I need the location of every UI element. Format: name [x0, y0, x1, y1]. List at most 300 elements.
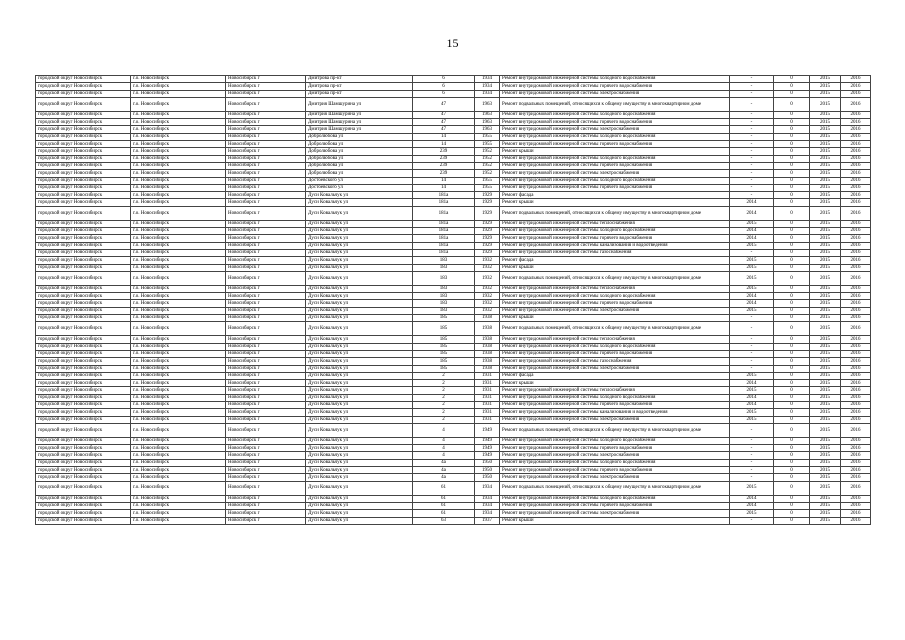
city-cell: Новосибирск г — [226, 452, 306, 459]
street-cell: Добролюбова ул — [306, 162, 413, 169]
house-cell: 181а — [413, 242, 475, 249]
year-cell: 1931 — [475, 416, 500, 423]
work-cell: Ремонт внутридомовой инженерной системы холодного водоснабжения — [500, 133, 730, 140]
street-cell: Дуси Ковальчук ул — [306, 510, 413, 517]
work-cell: Ремонт внутридомовой инженерной системы теплоснабжения — [500, 387, 730, 394]
work-cell: Ремонт внутридомовой инженерной системы электроснабжения — [500, 474, 730, 481]
end-year-cell: 2016 — [841, 474, 871, 481]
value-cell: 0 — [774, 307, 810, 314]
table-row — [36, 76, 871, 83]
city-cell: Новосибирск г — [226, 228, 306, 235]
punkt-cell: г.о. Новосибирск — [131, 192, 226, 199]
end-year-cell: 2016 — [841, 409, 871, 416]
end-year-cell: 2016 — [841, 445, 871, 452]
house-cell: 185 — [413, 358, 475, 365]
start-year-cell: 2015 — [810, 517, 841, 524]
street-cell: Дуси Ковальчук ул — [306, 459, 413, 466]
house-cell: 239 — [413, 170, 475, 177]
start-year-cell: 2015 — [810, 380, 841, 387]
work-cell: Ремонт внутридомовой инженерной системы горячего водоснабжения — [500, 141, 730, 148]
city-cell: Новосибирск г — [226, 358, 306, 365]
year-cell: 1932 — [475, 285, 500, 292]
end-year-cell: 2016 — [841, 300, 871, 307]
start-year-cell: 2015 — [810, 322, 841, 336]
end-year-cell: 2016 — [841, 423, 871, 437]
year-cell: 1934 — [475, 90, 500, 97]
street-cell: Дуси Ковальчук ул — [306, 387, 413, 394]
table-row — [36, 510, 871, 517]
prior-year-cell: 2014 — [730, 206, 774, 220]
city-cell: Новосибирск г — [226, 220, 306, 227]
street-cell: Дуси Ковальчук ул — [306, 467, 413, 474]
city-cell: Новосибирск г — [226, 474, 306, 481]
year-cell: 1963 — [475, 126, 500, 133]
year-cell: 1929 — [475, 228, 500, 235]
value-cell: 0 — [774, 293, 810, 300]
street-cell: Дуси Ковальчук ул — [306, 249, 413, 256]
house-cell: 61 — [413, 481, 475, 495]
end-year-cell: 2016 — [841, 192, 871, 199]
table-row — [36, 394, 871, 401]
start-year-cell: 2015 — [810, 307, 841, 314]
table-row — [36, 293, 871, 300]
end-year-cell: 2016 — [841, 459, 871, 466]
value-cell: 0 — [774, 380, 810, 387]
city-cell: Новосибирск г — [226, 264, 306, 271]
punkt-cell: г.о. Новосибирск — [131, 170, 226, 177]
start-year-cell: 2015 — [810, 452, 841, 459]
value-cell: 0 — [774, 409, 810, 416]
start-year-cell: 2015 — [810, 300, 841, 307]
okrug-cell: городской округ Новосибирск — [36, 437, 131, 444]
work-cell: Ремонт внутридомовой инженерной системы холодного водоснабжения — [500, 76, 730, 83]
prior-year-cell: - — [730, 119, 774, 126]
house-cell: 4а — [413, 467, 475, 474]
start-year-cell: 2015 — [810, 228, 841, 235]
start-year-cell: 2015 — [810, 155, 841, 162]
house-cell: 183 — [413, 257, 475, 264]
okrug-cell: городской округ Новосибирск — [36, 126, 131, 133]
table-row — [36, 97, 871, 111]
end-year-cell: 2016 — [841, 133, 871, 140]
start-year-cell: 2015 — [810, 343, 841, 350]
table-row — [36, 467, 871, 474]
table-row — [36, 401, 871, 408]
house-cell: 183 — [413, 285, 475, 292]
okrug-cell: городской округ Новосибирск — [36, 97, 131, 111]
house-cell: 181а — [413, 199, 475, 206]
year-cell: 1934 — [475, 76, 500, 83]
table-row — [36, 285, 871, 292]
start-year-cell: 2015 — [810, 336, 841, 343]
page-number: 15 — [446, 36, 459, 50]
value-cell: 0 — [774, 141, 810, 148]
work-cell: Ремонт внутридомовой инженерной системы горячего водоснабжения — [500, 401, 730, 408]
value-cell: 0 — [774, 315, 810, 322]
table-row — [36, 307, 871, 314]
table-row — [36, 133, 871, 140]
prior-year-cell: - — [730, 170, 774, 177]
street-cell: Дуси Ковальчук ул — [306, 350, 413, 357]
prior-year-cell: - — [730, 474, 774, 481]
value-cell: 0 — [774, 517, 810, 524]
end-year-cell: 2016 — [841, 184, 871, 191]
okrug-cell: городской округ Новосибирск — [36, 322, 131, 336]
year-cell: 1952 — [475, 162, 500, 169]
year-cell: 1952 — [475, 155, 500, 162]
city-cell: Новосибирск г — [226, 416, 306, 423]
okrug-cell: городской округ Новосибирск — [36, 452, 131, 459]
table-row — [36, 502, 871, 509]
start-year-cell: 2015 — [810, 126, 841, 133]
end-year-cell: 2016 — [841, 315, 871, 322]
city-cell: Новосибирск г — [226, 467, 306, 474]
punkt-cell: г.о. Новосибирск — [131, 510, 226, 517]
city-cell: Новосибирск г — [226, 387, 306, 394]
end-year-cell: 2016 — [841, 481, 871, 495]
punkt-cell: г.о. Новосибирск — [131, 249, 226, 256]
value-cell: 0 — [774, 133, 810, 140]
table-row — [36, 459, 871, 466]
prior-year-cell: - — [730, 517, 774, 524]
punkt-cell: г.о. Новосибирск — [131, 228, 226, 235]
prior-year-cell: 2014 — [730, 380, 774, 387]
punkt-cell: г.о. Новосибирск — [131, 502, 226, 509]
work-cell: Ремонт подвальных помещений, относящихся к общему имуществу в многоквартирном доме — [500, 271, 730, 285]
city-cell: Новосибирск г — [226, 235, 306, 242]
year-cell: 1931 — [475, 401, 500, 408]
year-cell: 1938 — [475, 365, 500, 372]
table-row — [36, 315, 871, 322]
end-year-cell: 2016 — [841, 365, 871, 372]
work-cell: Ремонт внутридомовой инженерной системы газоснабжения — [500, 358, 730, 365]
city-cell: Новосибирск г — [226, 177, 306, 184]
year-cell: 1938 — [475, 322, 500, 336]
value-cell: 0 — [774, 452, 810, 459]
start-year-cell: 2015 — [810, 249, 841, 256]
street-cell: Дуси Ковальчук ул — [306, 293, 413, 300]
work-cell: Ремонт внутридомовой инженерной системы теплоснабжения — [500, 220, 730, 227]
city-cell: Новосибирск г — [226, 257, 306, 264]
work-cell: Ремонт внутридомовой инженерной системы холодного водоснабжения — [500, 228, 730, 235]
punkt-cell: г.о. Новосибирск — [131, 220, 226, 227]
street-cell: Дуси Ковальчук ул — [306, 409, 413, 416]
table-row — [36, 235, 871, 242]
city-cell: Новосибирск г — [226, 192, 306, 199]
house-cell: 63 — [413, 517, 475, 524]
work-cell: Ремонт крыши — [500, 517, 730, 524]
start-year-cell: 2015 — [810, 350, 841, 357]
value-cell: 0 — [774, 76, 810, 83]
year-cell: 1929 — [475, 199, 500, 206]
work-cell: Ремонт внутридомовой инженерной системы канализования и водоотведения — [500, 242, 730, 249]
end-year-cell: 2016 — [841, 177, 871, 184]
city-cell: Новосибирск г — [226, 119, 306, 126]
table-row — [36, 336, 871, 343]
street-cell: Дуси Ковальчук ул — [306, 192, 413, 199]
okrug-cell: городской округ Новосибирск — [36, 502, 131, 509]
okrug-cell: городской округ Новосибирск — [36, 141, 131, 148]
end-year-cell: 2016 — [841, 437, 871, 444]
prior-year-cell: - — [730, 343, 774, 350]
prior-year-cell: - — [730, 83, 774, 90]
year-cell: 1931 — [475, 394, 500, 401]
house-cell: 185 — [413, 322, 475, 336]
year-cell: 1932 — [475, 257, 500, 264]
punkt-cell: г.о. Новосибирск — [131, 459, 226, 466]
punkt-cell: г.о. Новосибирск — [131, 90, 226, 97]
city-cell: Новосибирск г — [226, 155, 306, 162]
work-cell: Ремонт внутридомовой инженерной системы холодного водоснабжения — [500, 111, 730, 118]
prior-year-cell: 2014 — [730, 300, 774, 307]
value-cell: 0 — [774, 437, 810, 444]
table-row — [36, 322, 871, 336]
value-cell: 0 — [774, 162, 810, 169]
prior-year-cell: - — [730, 97, 774, 111]
value-cell: 0 — [774, 445, 810, 452]
value-cell: 0 — [774, 300, 810, 307]
okrug-cell: городской округ Новосибирск — [36, 474, 131, 481]
punkt-cell: г.о. Новосибирск — [131, 495, 226, 502]
end-year-cell: 2016 — [841, 401, 871, 408]
okrug-cell: городской округ Новосибирск — [36, 343, 131, 350]
punkt-cell: г.о. Новосибирск — [131, 141, 226, 148]
city-cell: Новосибирск г — [226, 365, 306, 372]
street-cell: Дуси Ковальчук ул — [306, 206, 413, 220]
prior-year-cell: - — [730, 423, 774, 437]
house-cell: 14 — [413, 133, 475, 140]
value-cell: 0 — [774, 83, 810, 90]
street-cell: Дуси Ковальчук ул — [306, 481, 413, 495]
house-cell: 185 — [413, 343, 475, 350]
table-row — [36, 126, 871, 133]
okrug-cell: городской округ Новосибирск — [36, 495, 131, 502]
end-year-cell: 2016 — [841, 155, 871, 162]
prior-year-cell: - — [730, 90, 774, 97]
city-cell: Новосибирск г — [226, 148, 306, 155]
okrug-cell: городской округ Новосибирск — [36, 148, 131, 155]
end-year-cell: 2016 — [841, 249, 871, 256]
house-cell: 185 — [413, 315, 475, 322]
start-year-cell: 2015 — [810, 271, 841, 285]
okrug-cell: городской округ Новосибирск — [36, 517, 131, 524]
table-body — [36, 76, 871, 525]
end-year-cell: 2016 — [841, 285, 871, 292]
city-cell: Новосибирск г — [226, 307, 306, 314]
year-cell: 1929 — [475, 249, 500, 256]
table-row — [36, 380, 871, 387]
end-year-cell: 2016 — [841, 293, 871, 300]
city-cell: Новосибирск г — [226, 141, 306, 148]
okrug-cell: городской округ Новосибирск — [36, 271, 131, 285]
work-cell: Ремонт внутридомовой инженерной системы горячего водоснабжения — [500, 184, 730, 191]
okrug-cell: городской округ Новосибирск — [36, 423, 131, 437]
okrug-cell: городской округ Новосибирск — [36, 76, 131, 83]
value-cell: 0 — [774, 365, 810, 372]
house-cell: 181а — [413, 235, 475, 242]
work-cell: Ремонт внутридомовой инженерной системы теплоснабжения — [500, 336, 730, 343]
start-year-cell: 2015 — [810, 133, 841, 140]
punkt-cell: г.о. Новосибирск — [131, 474, 226, 481]
work-cell: Ремонт крыши — [500, 199, 730, 206]
table-row — [36, 141, 871, 148]
house-cell: 239 — [413, 155, 475, 162]
value-cell: 0 — [774, 271, 810, 285]
work-cell: Ремонт внутридомовой инженерной системы электроснабжения — [500, 452, 730, 459]
value-cell: 0 — [774, 510, 810, 517]
okrug-cell: городской округ Новосибирск — [36, 350, 131, 357]
end-year-cell: 2016 — [841, 199, 871, 206]
value-cell: 0 — [774, 387, 810, 394]
house-cell: 47 — [413, 119, 475, 126]
okrug-cell: городской округ Новосибирск — [36, 90, 131, 97]
city-cell: Новосибирск г — [226, 445, 306, 452]
house-cell: 47 — [413, 126, 475, 133]
work-cell: Ремонт подвальных помещений, относящихся к общему имуществу в многоквартирном доме — [500, 97, 730, 111]
city-cell: Новосибирск г — [226, 206, 306, 220]
value-cell: 0 — [774, 192, 810, 199]
punkt-cell: г.о. Новосибирск — [131, 372, 226, 379]
prior-year-cell: 2015 — [730, 481, 774, 495]
work-cell: Ремонт крыши — [500, 264, 730, 271]
table-row — [36, 445, 871, 452]
year-cell: 1934 — [475, 481, 500, 495]
year-cell: 1938 — [475, 358, 500, 365]
table-row — [36, 481, 871, 495]
start-year-cell: 2015 — [810, 474, 841, 481]
prior-year-cell: - — [730, 315, 774, 322]
prior-year-cell: - — [730, 350, 774, 357]
value-cell: 0 — [774, 220, 810, 227]
value-cell: 0 — [774, 343, 810, 350]
start-year-cell: 2015 — [810, 423, 841, 437]
end-year-cell: 2016 — [841, 510, 871, 517]
city-cell: Новосибирск г — [226, 481, 306, 495]
prior-year-cell: 2015 — [730, 264, 774, 271]
prior-year-cell: 2014 — [730, 495, 774, 502]
street-cell: Дуси Ковальчук ул — [306, 343, 413, 350]
house-cell: 4а — [413, 474, 475, 481]
city-cell: Новосибирск г — [226, 372, 306, 379]
city-cell: Новосибирск г — [226, 502, 306, 509]
start-year-cell: 2015 — [810, 387, 841, 394]
year-cell: 1929 — [475, 220, 500, 227]
start-year-cell: 2015 — [810, 495, 841, 502]
start-year-cell: 2015 — [810, 97, 841, 111]
house-cell: 185 — [413, 336, 475, 343]
year-cell: 1949 — [475, 423, 500, 437]
prior-year-cell: - — [730, 162, 774, 169]
year-cell: 1955 — [475, 141, 500, 148]
street-cell: Дмитрия Шамшурина ул — [306, 97, 413, 111]
street-cell: Добролюбова ул — [306, 148, 413, 155]
street-cell: Дуси Ковальчук ул — [306, 322, 413, 336]
table-row — [36, 192, 871, 199]
street-cell: Добролюбова ул — [306, 170, 413, 177]
prior-year-cell: - — [730, 76, 774, 83]
street-cell: Дмитрия Шамшурина ул — [306, 111, 413, 118]
punkt-cell: г.о. Новосибирск — [131, 293, 226, 300]
city-cell: Новосибирск г — [226, 322, 306, 336]
street-cell: Дуси Ковальчук ул — [306, 502, 413, 509]
street-cell: Добролюбова ул — [306, 141, 413, 148]
street-cell: Дуси Ковальчук ул — [306, 358, 413, 365]
year-cell: 1934 — [475, 83, 500, 90]
table-row — [36, 409, 871, 416]
okrug-cell: городской округ Новосибирск — [36, 133, 131, 140]
table-row — [36, 495, 871, 502]
house-cell: 181а — [413, 206, 475, 220]
end-year-cell: 2016 — [841, 343, 871, 350]
okrug-cell: городской округ Новосибирск — [36, 119, 131, 126]
start-year-cell: 2015 — [810, 199, 841, 206]
punkt-cell: г.о. Новосибирск — [131, 322, 226, 336]
okrug-cell: городской округ Новосибирск — [36, 387, 131, 394]
house-cell: 2 — [413, 387, 475, 394]
year-cell: 1929 — [475, 242, 500, 249]
house-cell: 183 — [413, 307, 475, 314]
end-year-cell: 2016 — [841, 76, 871, 83]
year-cell: 1934 — [475, 502, 500, 509]
table-row — [36, 300, 871, 307]
work-cell: Ремонт внутридомовой инженерной системы горячего водоснабжения — [500, 300, 730, 307]
year-cell: 1949 — [475, 445, 500, 452]
city-cell: Новосибирск г — [226, 517, 306, 524]
street-cell: Дмитрия Шамшурина ул — [306, 119, 413, 126]
start-year-cell: 2015 — [810, 184, 841, 191]
end-year-cell: 2016 — [841, 372, 871, 379]
prior-year-cell: - — [730, 445, 774, 452]
street-cell: Дуси Ковальчук ул — [306, 336, 413, 343]
end-year-cell: 2016 — [841, 141, 871, 148]
okrug-cell: городской округ Новосибирск — [36, 358, 131, 365]
work-cell: Ремонт подвальных помещений, относящихся к общему имуществу в многоквартирном доме — [500, 481, 730, 495]
start-year-cell: 2015 — [810, 76, 841, 83]
city-cell: Новосибирск г — [226, 437, 306, 444]
year-cell: 1955 — [475, 133, 500, 140]
city-cell: Новосибирск г — [226, 459, 306, 466]
house-cell: 2 — [413, 401, 475, 408]
prior-year-cell: - — [730, 452, 774, 459]
prior-year-cell: - — [730, 155, 774, 162]
prior-year-cell: - — [730, 336, 774, 343]
start-year-cell: 2015 — [810, 445, 841, 452]
city-cell: Новосибирск г — [226, 394, 306, 401]
value-cell: 0 — [774, 235, 810, 242]
city-cell: Новосибирск г — [226, 285, 306, 292]
work-cell: Ремонт фасада — [500, 257, 730, 264]
punkt-cell: г.о. Новосибирск — [131, 300, 226, 307]
punkt-cell: г.о. Новосибирск — [131, 445, 226, 452]
prior-year-cell: 2015 — [730, 307, 774, 314]
start-year-cell: 2015 — [810, 293, 841, 300]
start-year-cell: 2015 — [810, 111, 841, 118]
punkt-cell: г.о. Новосибирск — [131, 155, 226, 162]
start-year-cell: 2015 — [810, 141, 841, 148]
end-year-cell: 2016 — [841, 495, 871, 502]
end-year-cell: 2016 — [841, 235, 871, 242]
value-cell: 0 — [774, 264, 810, 271]
year-cell: 1949 — [475, 452, 500, 459]
house-cell: 2 — [413, 409, 475, 416]
okrug-cell: городской округ Новосибирск — [36, 220, 131, 227]
start-year-cell: 2015 — [810, 358, 841, 365]
work-cell: Ремонт фасада — [500, 192, 730, 199]
punkt-cell: г.о. Новосибирск — [131, 437, 226, 444]
work-cell: Ремонт фасада — [500, 372, 730, 379]
year-cell: 1937 — [475, 517, 500, 524]
punkt-cell: г.о. Новосибирск — [131, 133, 226, 140]
